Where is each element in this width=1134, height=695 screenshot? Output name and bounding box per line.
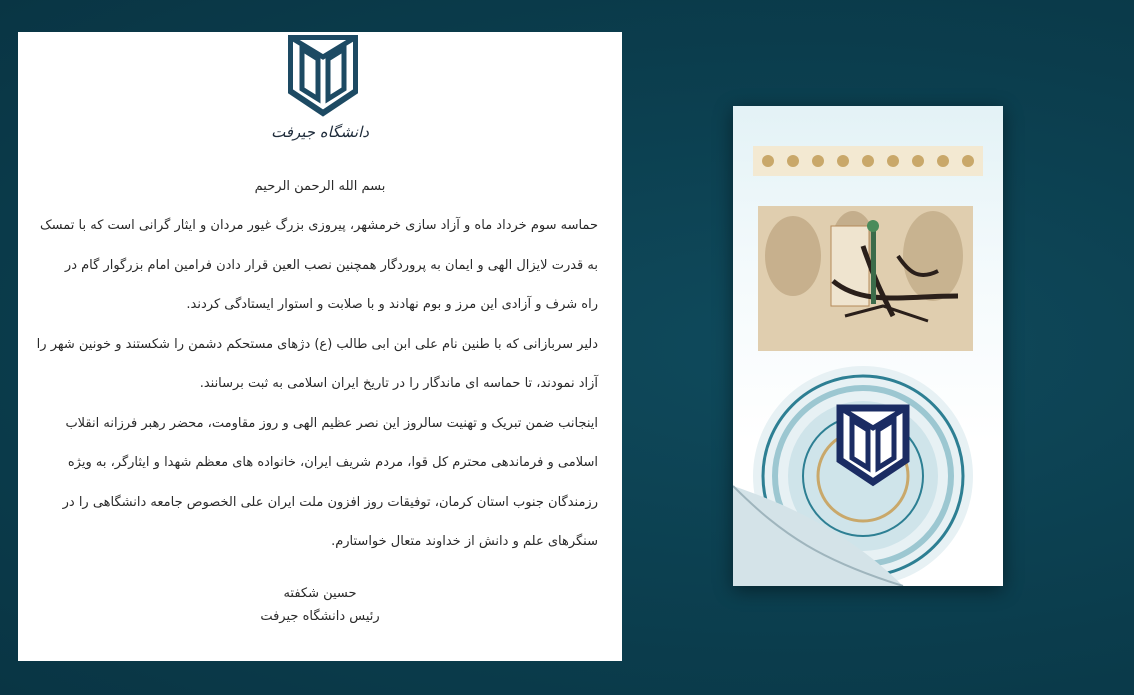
letter-line: دلیر سربازانی که با طنین نام علی ابن ابی طالب (ع) دژهای مستحکم دشمن را شکستند و خونین شهر را [36, 336, 598, 352]
letter-line: راه شرف و آزادی این مرز و بوم نهادند و با صلابت و استوار ایستادگی کردند. [186, 297, 598, 312]
letter-body [36, 172, 598, 562]
letter-line: اینجانب ضمن تبریک و تهنیت سالروز این نصر عظیم الهی و روز مقاومت، محضر رهبر فرزانه انقلاب [65, 415, 598, 431]
university-shield-icon [288, 35, 358, 117]
signature-name: حسین شکفته [283, 586, 357, 601]
letter-line: سنگرهای علم و دانش از خداوند متعال خواستارم. [331, 534, 598, 549]
bismillah: بسم الله الرحمن الرحیم [254, 179, 386, 194]
ornament-band [753, 146, 983, 176]
letter-line: حماسه سوم خرداد ماه و آزاد سازی خرمشهر، پیروزی بزرگ غیور مردان و ایثار گرانی است که با تمسک [40, 218, 598, 233]
commemoration-card [733, 106, 1003, 586]
letter-line: به قدرت لایزال الهی و ایمان به پروردگار همچنین نصب العین قرار دادن فرامین امام بزرگوار گام در [64, 257, 598, 273]
signature-block [18, 582, 622, 628]
letter-line: اسلامی و فرماندهی محترم کل قوا، مردم شریف ایران، خانواده های معظم شهدا و ایثارگر، به ویژه [67, 455, 598, 470]
sepia-photo-panel [758, 206, 973, 351]
card-artwork [733, 106, 1003, 586]
letter-line: آزاد نمودند، تا حماسه ای ماندگار را در تاریخ ایران اسلامی به ثبت برسانند. [199, 376, 598, 391]
university-logo [18, 35, 622, 175]
letter-page [18, 32, 622, 661]
letter-line: رزمندگان جنوب استان کرمان، توفیقات روز افزون ملت ایران علی الخصوص جامعه دانشگاهی را در [62, 494, 598, 510]
signature-title: رئیس دانشگاه جیرفت [260, 609, 380, 624]
university-name-logo-text: دانشگاه جیرفت [271, 123, 369, 141]
